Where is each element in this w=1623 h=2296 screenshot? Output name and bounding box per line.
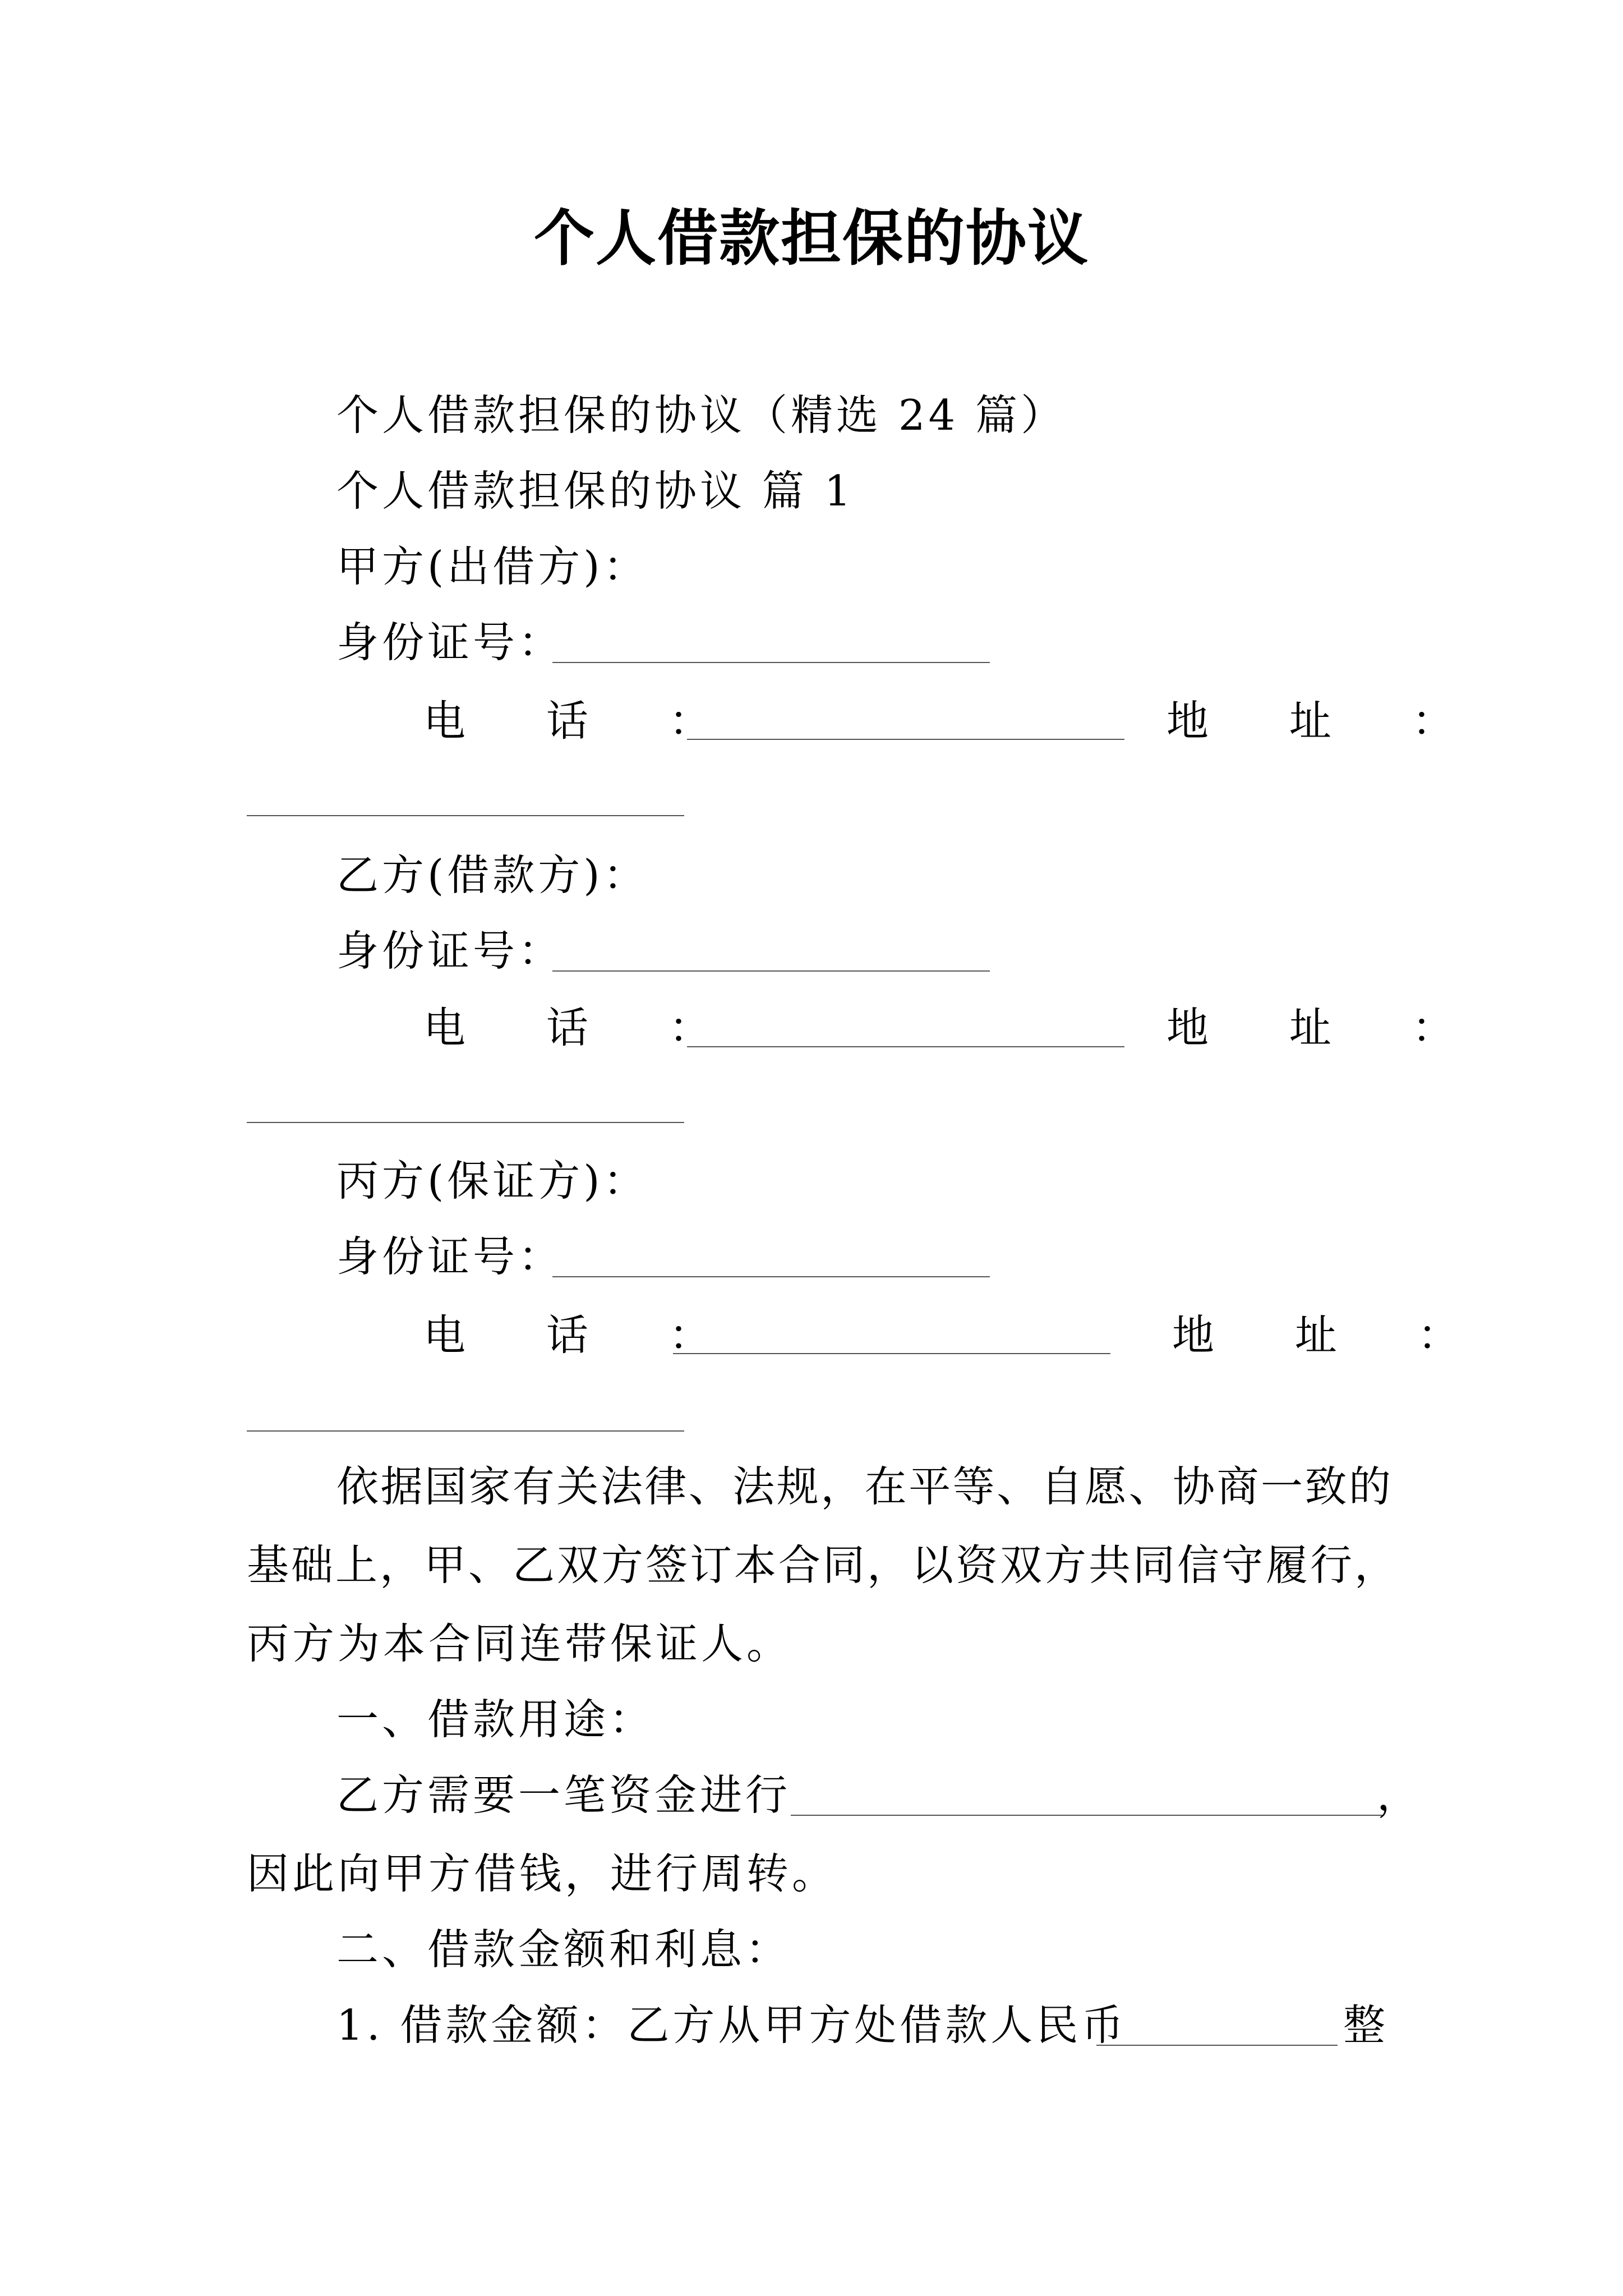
intro-line-3: 丙方为本合同连带保证人。 <box>247 1619 792 1668</box>
party-c-id-blank <box>552 1276 990 1277</box>
section-1-comma: ， <box>1377 1770 1419 1820</box>
party-a-id-label: 身份证号： <box>336 618 564 667</box>
party-b-phone-blank <box>687 1046 1124 1047</box>
party-c-address-blank <box>247 1430 684 1432</box>
section-2-item-1-end: 整 <box>1343 2000 1386 2050</box>
party-a-address-blank <box>247 815 684 816</box>
party-a-phone-label: 电 话 ： <box>423 696 745 746</box>
party-a-phone-blank <box>687 739 1124 740</box>
section-1-heading: 一、借款用途： <box>336 1695 655 1744</box>
party-a-address-label: 地 址 ： <box>1166 696 1488 746</box>
party-b-heading: 乙方(借款方)： <box>336 850 649 900</box>
document-subtitle: 个人借款担保的协议（精选 24 篇） <box>336 390 1067 440</box>
section-1-purpose-blank <box>791 1815 1382 1816</box>
party-c-phone-blank <box>673 1353 1110 1354</box>
section-2-item-1-text: 1. 借款金额：乙方从甲方处借款人民币 <box>336 2000 1127 2050</box>
party-a-heading: 甲方(出借方)： <box>336 542 649 591</box>
party-b-address-label: 地 址 ： <box>1166 1003 1488 1052</box>
section-1-line-2: 因此向甲方借钱，进行周转。 <box>247 1849 838 1898</box>
party-c-id-label: 身份证号： <box>336 1232 564 1281</box>
party-b-id-label: 身份证号： <box>336 926 564 976</box>
intro-line-2: 基础上，甲、乙双方签订本合同，以资双方共同信守履行， <box>247 1540 1396 1590</box>
party-a-id-blank <box>552 662 990 663</box>
section-2-heading: 二、借款金额和利息： <box>336 1925 791 1974</box>
party-b-id-blank <box>552 970 990 972</box>
document-title: 个人借款担保的协议 <box>533 203 1089 274</box>
party-c-address-label: 地 址 ： <box>1172 1310 1493 1360</box>
party-b-address-blank <box>247 1122 684 1123</box>
section-1-purpose-text: 乙方需要一笔资金进行 <box>336 1770 791 1820</box>
party-c-phone-label: 电 话 ： <box>423 1310 745 1360</box>
party-c-heading: 丙方(保证方)： <box>336 1156 649 1205</box>
intro-line-1: 依据国家有关法律、法规，在平等、自愿、协商一致的 <box>336 1462 1391 1511</box>
section-2-amount-blank <box>1096 2045 1338 2046</box>
party-b-phone-label: 电 话 ： <box>423 1003 745 1052</box>
part-heading: 个人借款担保的协议 篇 1 <box>336 466 855 516</box>
